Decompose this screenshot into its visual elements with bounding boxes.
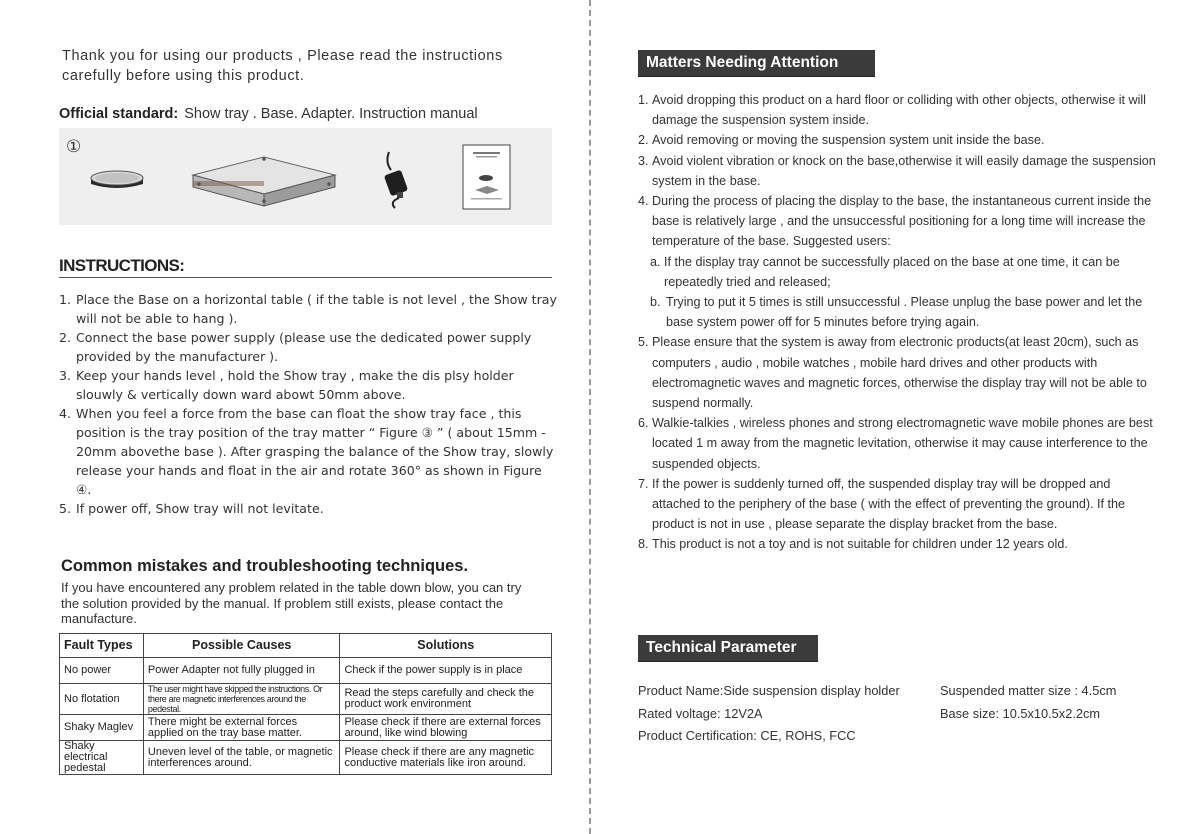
technical-heading: Technical Parameter	[638, 635, 818, 662]
cause-cell: Power Adapter not fully plugged in	[143, 658, 340, 684]
figure-number: ①	[66, 137, 82, 156]
table-row	[60, 741, 552, 775]
official-standard	[59, 106, 478, 122]
instructions-title: INSTRUCTIONS:	[59, 256, 552, 278]
solution-cell: Please check if there are any magnetic conductive materials like iron around.	[340, 741, 552, 775]
cause-cell: There might be external forces applied on the tray base matter.	[143, 715, 340, 741]
instructions-list	[59, 290, 559, 518]
fold-line	[589, 0, 591, 834]
troubleshooting-title: Common mistakes and troubleshooting techniques.	[61, 557, 469, 575]
header-solutions: Solutions	[340, 634, 552, 658]
cause-cell: Uneven level of the table, or magnetic interferences around.	[143, 741, 340, 775]
tech-row	[638, 703, 1158, 726]
attention-item: 3. Avoid violent vibration or knock on the base,otherwise it will easily damage the suspension system in the base.	[638, 153, 1156, 188]
tech-row	[638, 680, 1158, 703]
fault-cell: Shaky Maglev	[60, 715, 144, 741]
rated-voltage: Rated voltage: 12V2A	[638, 705, 763, 721]
fault-table	[59, 633, 552, 775]
intro-text: Thank you for using our products , Please read the instructions carefully before using this product.	[62, 48, 503, 84]
table-row	[60, 715, 552, 741]
base-image	[193, 157, 335, 206]
attention-item: 1. Avoid dropping this product on a hard floor or colliding with other objects, otherwise it will damage the suspension system inside.	[638, 93, 1146, 128]
header-possible-causes: Possible Causes	[143, 634, 340, 658]
troubleshooting-text: If you have encountered any problem related in the table down blow, you can try the solution provided by the manual. If problem still exists, please contact the manufacture.	[61, 580, 522, 626]
solution-cell: Please check if there are external forces around, like wind blowing	[340, 715, 552, 741]
attention-item: 8. This product is not a toy and is not suitable for children under 12 years old.	[638, 537, 1068, 552]
parts-drawing	[59, 128, 552, 225]
instruction-item: 2. Connect the base power supply (please use the dedicated power supply provided by the manufacturer ).	[59, 330, 532, 364]
suspended-size: Suspended matter size : 4.5cm	[940, 683, 1117, 698]
attention-item: 4. During the process of placing the display to the base, the instantaneous current inside the base is relatively large , and the unsuccessful positioning for a long time will increase the temperature of the base. Suggested users:	[638, 194, 1152, 249]
tech-row	[638, 725, 1158, 748]
header-fault-types: Fault Types	[60, 634, 144, 658]
instruction-item: 5. If power off, Show tray will not levitate.	[59, 501, 324, 516]
attention-list	[638, 90, 1158, 555]
fault-cell: No power	[60, 658, 144, 684]
cause-cell: The user might have skipped the instructions. Or there are magnetic interferences around the pedestal.	[143, 684, 340, 715]
attention-item: 5. Please ensure that the system is away from electronic products(at least 20cm), such as computers , audio , mobile watches , mobile hard drives and other products with electromagnetic waves and magnetic forces, otherwise the display tray will not be able to suspend normally.	[638, 335, 1147, 411]
instruction-item: 1. Place the Base on a horizontal table ( if the table is not level , the Show tray will not be able to hang ).	[59, 292, 557, 326]
table-row	[60, 658, 552, 684]
instruction-item: 4. When you feel a force from the base can float the show tray face , this position is the tray position of the tray matter “ Figure ③ ” ( about 15mm - 20mm abovethe base ). After grasping the balance of the Show tray, slowly release your hands and float in the air and rotate 360° as shown in Figure ④.	[59, 406, 554, 497]
attention-item: 6. Walkie-talkies , wireless phones and strong electromagnetic wave mobile phones are best located 1 m away from the magnetic levitation, otherwise it may cause interference to the suspended objects.	[638, 416, 1153, 471]
official-standard-items: Show tray . Base. Adapter. Instruction manual	[184, 106, 478, 122]
fault-cell: No flotation	[60, 684, 144, 715]
attention-item: 2. Avoid removing or moving the suspension system unit inside the base.	[638, 133, 1045, 148]
table-row	[60, 684, 552, 715]
show-tray-image	[91, 171, 143, 188]
fault-cell: Shaky electrical pedestal	[60, 741, 144, 775]
manual-image	[463, 145, 510, 209]
base-size: Base size: 10.5x10.5x2.2cm	[940, 705, 1101, 721]
solution-cell: Read the steps carefully and check the product work environment	[340, 684, 552, 715]
attention-item: 7. If the power is suddenly turned off, the suspended display tray will be dropped and attached to the periphery of the base ( with the effect of preventing the ground). If the product is not in use , please separate the display bracket from the base.	[638, 476, 1126, 532]
attention-heading: Matters Needing Attention	[638, 50, 875, 77]
parts-illustration	[59, 128, 552, 225]
solution-cell: Check if the power supply is in place	[340, 658, 552, 684]
instruction-item: 3. Keep your hands level , hold the Show tray , make the dis plsy holder slouwly & vertically down ward abowt 50mm above.	[59, 368, 514, 402]
technical-parameters	[638, 680, 1158, 748]
attention-subitem: b. Trying to put it 5 times is still unsuccessful . Please unplug the base power and let the base system power off for 5 minutes before trying again.	[650, 295, 1143, 330]
table-header-row	[60, 634, 552, 658]
attention-subitem: a. If the display tray cannot be successfully placed on the base at one time, it can be repeatedly tried and released;	[650, 254, 1120, 289]
product-name: Product Name:Side suspension display holder	[638, 683, 900, 698]
official-standard-label: Official standard:	[59, 106, 179, 122]
adapter-image	[384, 152, 408, 208]
product-certification: Product Certification: CE, ROHS, FCC	[638, 728, 856, 743]
